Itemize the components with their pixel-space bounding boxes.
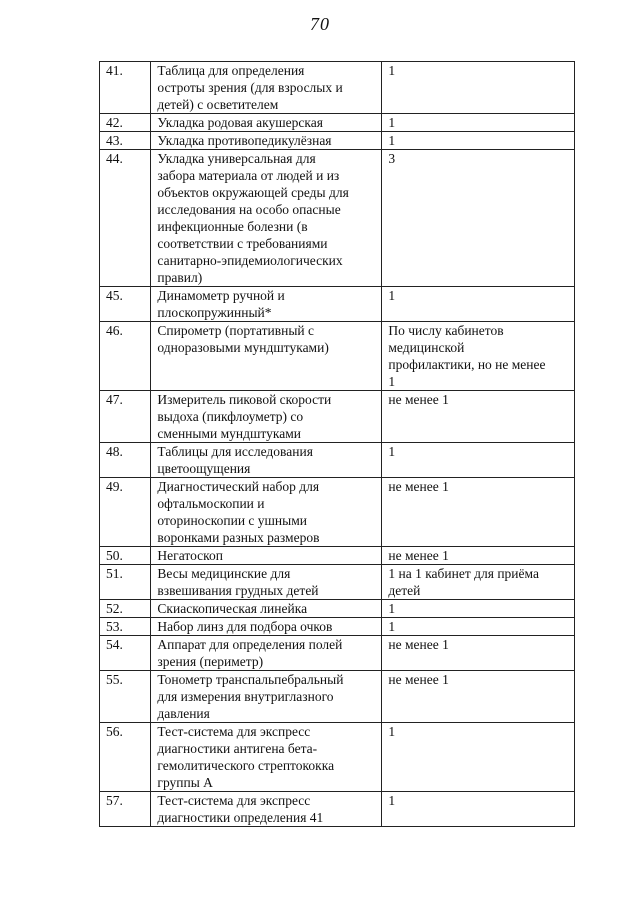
table-body [100,62,575,827]
item-name: Укладка противопедикулёзная [151,132,382,150]
row-number: 42. [100,114,151,132]
item-name: Измеритель пиковой скорости выдоха (пикфлоуметр) со сменными мундштуками [151,391,382,443]
table-row [100,565,575,600]
row-number: 55. [100,671,151,723]
item-name: Тест-система для экспресс диагностики определения 41 [151,792,382,827]
page-number: 70 [310,14,330,34]
row-number: 44. [100,150,151,287]
item-name: Укладка родовая акушерская [151,114,382,132]
table-row [100,636,575,671]
row-number: 54. [100,636,151,671]
item-name: Весы медицинские для взвешивания грудных детей [151,565,382,600]
item-name: Укладка универсальная для забора материала от людей и из объектов окружающей среды для исследования на особо опасные инфекционные болезни (в соответствии с требованиями санитарно-эпидемиологических правил) [151,150,382,287]
table-row [100,443,575,478]
table-row [100,114,575,132]
item-quantity: не менее 1 [382,478,575,547]
item-quantity: 3 [382,150,575,287]
row-number: 57. [100,792,151,827]
item-name: Спирометр (портативный с одноразовыми мундштуками) [151,322,382,391]
item-name: Диагностический набор для офтальмоскопии и оториноскопии с ушными воронками разных размеров [151,478,382,547]
table-row [100,723,575,792]
item-quantity: 1 [382,443,575,478]
item-quantity: не менее 1 [382,671,575,723]
table-row [100,600,575,618]
item-name: Динамометр ручной и плоскопружинный* [151,287,382,322]
row-number: 51. [100,565,151,600]
item-quantity: По числу кабинетов медицинской профилактики, но не менее 1 [382,322,575,391]
item-quantity: 1 на 1 кабинет для приёма детей [382,565,575,600]
equipment-table [99,61,575,827]
item-name: Скиаскопическая линейка [151,600,382,618]
table-row [100,132,575,150]
item-quantity: не менее 1 [382,391,575,443]
row-number: 47. [100,391,151,443]
item-name: Таблицы для исследования цветоощущения [151,443,382,478]
item-name: Тест-система для экспресс диагностики антигена бета- гемолитического стрептококка группы А [151,723,382,792]
item-quantity: 1 [382,132,575,150]
item-name: Негатоскоп [151,547,382,565]
table-row [100,478,575,547]
row-number: 56. [100,723,151,792]
item-quantity: 1 [382,600,575,618]
row-number: 50. [100,547,151,565]
table-row [100,547,575,565]
item-quantity: 1 [382,114,575,132]
table-row [100,618,575,636]
row-number: 43. [100,132,151,150]
item-quantity: не менее 1 [382,636,575,671]
table-row [100,391,575,443]
table-row [100,62,575,114]
row-number: 46. [100,322,151,391]
table-row [100,150,575,287]
item-name: Таблица для определения остроты зрения (для взрослых и детей) с осветителем [151,62,382,114]
item-quantity: 1 [382,792,575,827]
item-quantity: 1 [382,618,575,636]
row-number: 48. [100,443,151,478]
table-row [100,287,575,322]
table-row [100,792,575,827]
item-name: Аппарат для определения полей зрения (периметр) [151,636,382,671]
row-number: 49. [100,478,151,547]
item-name: Тонометр транспальпебральный для измерения внутриглазного давления [151,671,382,723]
item-quantity: 1 [382,723,575,792]
row-number: 53. [100,618,151,636]
table-row [100,322,575,391]
row-number: 52. [100,600,151,618]
item-quantity: 1 [382,62,575,114]
item-quantity: не менее 1 [382,547,575,565]
row-number: 41. [100,62,151,114]
item-name: Набор линз для подбора очков [151,618,382,636]
table-row [100,671,575,723]
item-quantity: 1 [382,287,575,322]
row-number: 45. [100,287,151,322]
